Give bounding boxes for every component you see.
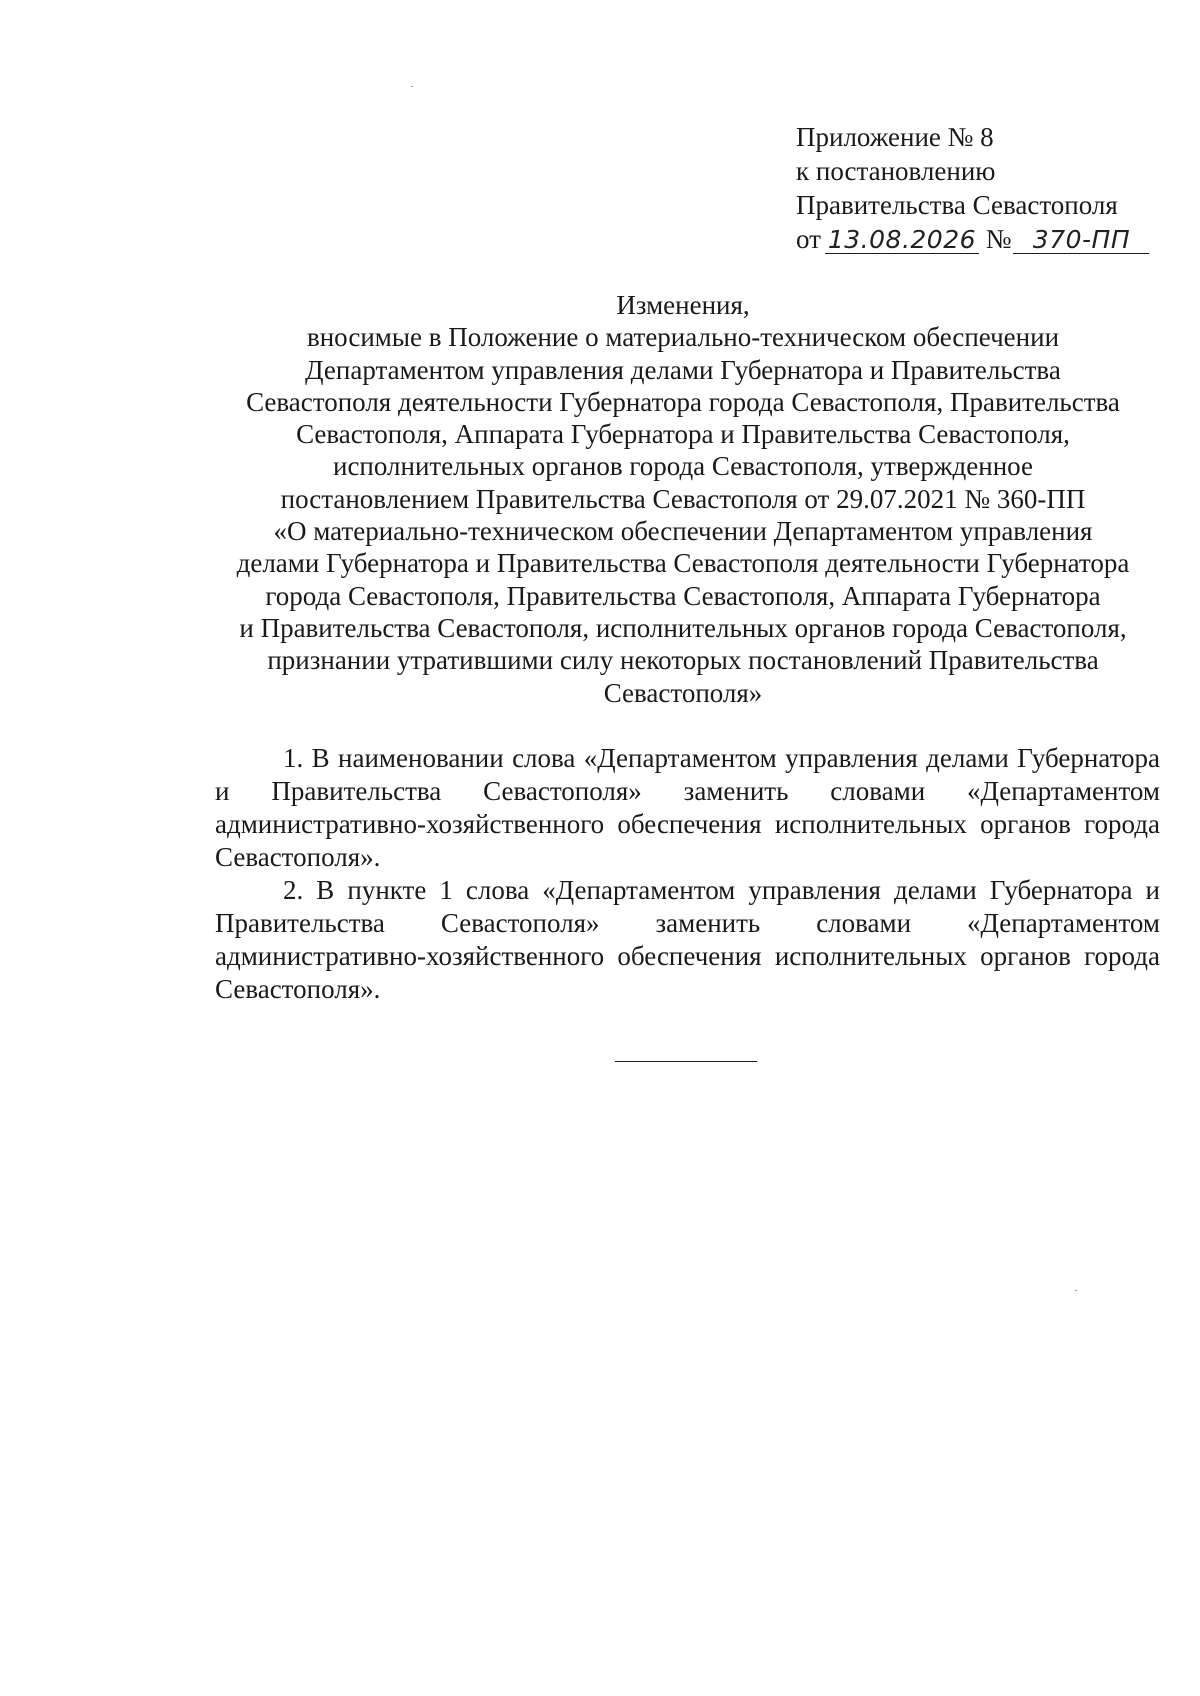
heading-line: Севастополя деятельности Губернатора города Севастополя, Правительства [246,386,1120,417]
appendix-reference: к постановлению [796,156,996,186]
number-prefix: № [985,224,1012,254]
heading-line: Севастополя, Аппарата Губернатора и Правительства Севастополя, [296,419,1070,450]
paragraph-1: 1. В наименовании слова «Департаментом управления делами Губернатора и Правительства Севастополя» заменить словами «Департаментом административно-хозяйственного обеспечения исполнительных органов города Севастополя». [215,743,1160,872]
appendix-issuer: Правительства Севастополя [796,190,1118,220]
heading-line: признании утратившими силу некоторых постановлений Правительства [267,645,1099,676]
handwritten-number: 370-ПП [1013,227,1149,254]
date-prefix: от [796,224,821,254]
scan-speck [411,86,413,87]
heading-line: города Севастополя, Правительства Севастополя, Аппарата Губернатора [265,580,1101,611]
scan-speck [1075,1290,1077,1291]
document-heading [210,289,1156,709]
heading-line: «О материально-техническом обеспечении Департаментом управления [273,516,1093,547]
heading-line: делами Губернатора и Правительства Севастополя деятельности Губернатора [236,548,1130,579]
appendix-title: Приложение № 8 [796,122,994,152]
heading-line: Севастополя» [603,677,763,708]
closing-divider [615,1061,757,1062]
heading-line: Департаментом управления делами Губернатора и Правительства [305,354,1061,385]
paragraph-2: 2. В пункте 1 слова «Департаментом управления делами Губернатора и Правительства Севастополя» заменить словами «Департаментом административно-хозяйственного обеспечения исполнительных органов города Севастополя». [215,875,1160,1004]
handwritten-date: 13.08.2026 [825,227,979,254]
heading-line: исполнительных органов города Севастополя, утвержденное [333,451,1033,482]
document-body [215,742,1160,1006]
heading-line: и Правительства Севастополя, исполнительных органов города Севастополя, [239,612,1127,643]
heading-line: вносимые в Положение о материально-техническом обеспечении [306,322,1060,353]
appendix-date-number [796,222,1166,256]
appendix-block [796,120,1166,256]
heading-line: постановлением Правительства Севастополя от 29.07.2021 № 360-ПП [280,483,1086,514]
heading-title: Изменения, [616,290,750,320]
